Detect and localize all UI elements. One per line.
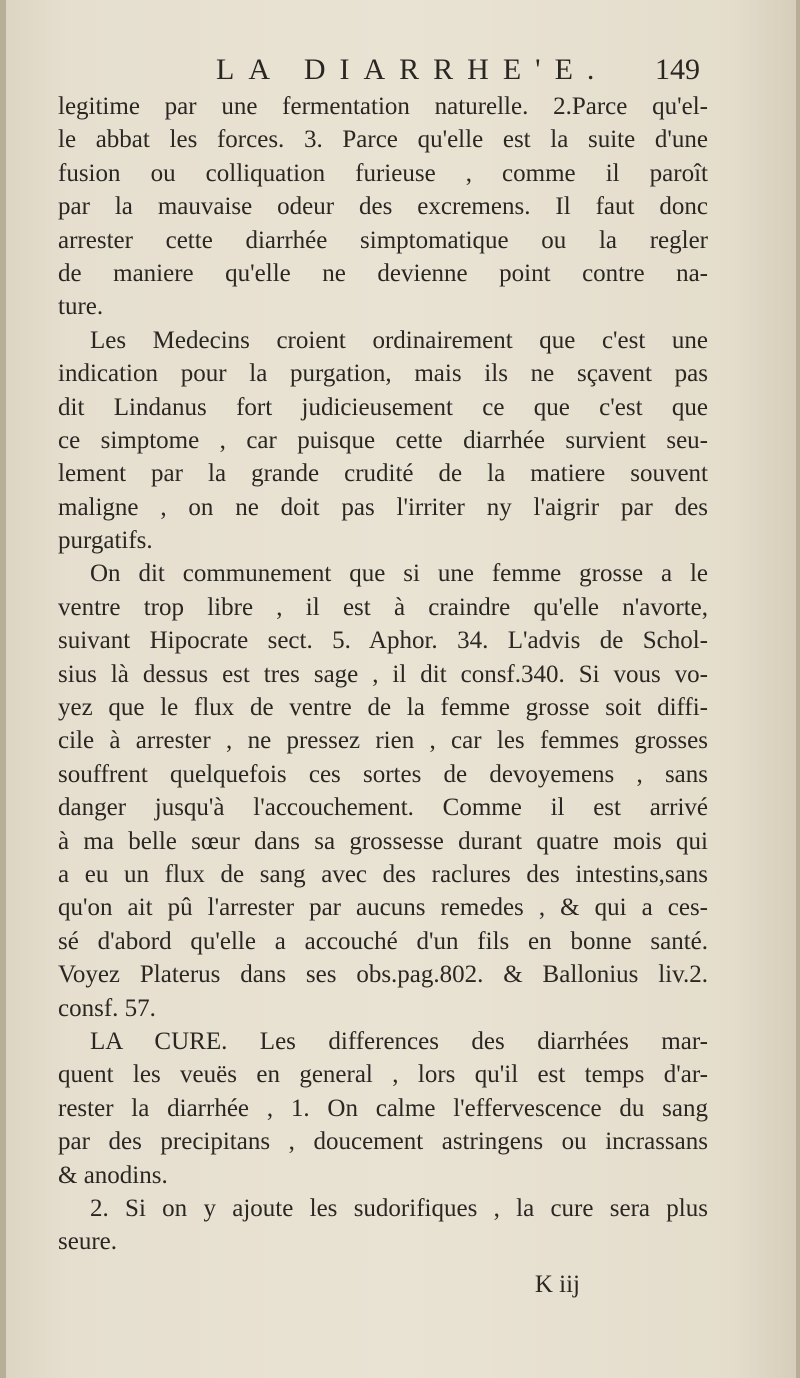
text-line: seure. <box>58 1228 117 1256</box>
text-line: sius là dessus est tres sage , il dit consf.340. Si vous vo- <box>58 660 708 688</box>
text-line: Les Medecins croient ordinairement que c'est une <box>90 326 708 354</box>
text-line: ture. <box>58 293 104 321</box>
text-line: yez que le flux de ventre de la femme grosse soit diffi- <box>58 694 708 722</box>
text-line: Voyez Platerus dans ses obs.pag.802. & Ballonius liv.2. <box>58 961 708 989</box>
text-line: danger jusqu'à l'accouchement. Comme il est arrivé <box>58 794 708 822</box>
text-line: 2. Si on y ajoute les sudorifiques , la cure sera plus <box>90 1194 708 1222</box>
text-line: sé d'abord qu'elle a accouché d'un fils en bonne santé. <box>58 927 708 955</box>
text-line: dit Lindanus fort judicieusement ce que c'est que <box>58 393 708 421</box>
text-line: a eu un flux de sang avec des raclures des intestins,sans <box>58 860 708 888</box>
text-line: ventre trop libre , il est à craindre qu'elle n'avorte, <box>58 593 708 621</box>
text-line: à ma belle sœur dans sa grossesse durant quatre mois qui <box>58 827 708 855</box>
text-line: par la mauvaise odeur des excremens. Il faut donc <box>58 193 708 221</box>
text-line: cile à arrester , ne pressez rien , car les femmes grosses <box>58 727 708 755</box>
page-text <box>58 50 708 1305</box>
book-page <box>6 0 796 1378</box>
signature-mark: K iij <box>534 1270 580 1298</box>
text-line: On dit communement que si une femme grosse a le <box>90 560 708 588</box>
text-line: fusion ou colliquation furieuse , comme il paroît <box>58 159 708 187</box>
text-line: ce simptome , car puisque cette diarrhée survient seu- <box>58 426 708 454</box>
text-line: suivant Hipocrate sect. 5. Aphor. 34. L'advis de Schol- <box>58 627 708 655</box>
text-line: le abbat les forces. 3. Parce qu'elle est la suite d'une <box>58 126 708 154</box>
text-line: par des precipitans , doucement astringens ou incrassans <box>58 1128 708 1156</box>
text-line: legitime par une fermentation naturelle. 2.Parce qu'el- <box>58 93 708 120</box>
text-line: qu'on ait pû l'arrester par aucuns remedes , & qui a ces- <box>58 894 708 922</box>
text-line: rester la diarrhée , 1. On calme l'effervescence du sang <box>58 1094 708 1122</box>
text-line: LA CURE. Les differences des diarrhées mar- <box>90 1027 708 1055</box>
running-head <box>58 50 708 90</box>
running-head-title: LA DIARRHE'E. <box>216 53 609 86</box>
text-line: consf. 57. <box>58 994 156 1022</box>
text-line: purgatifs. <box>58 527 153 555</box>
text-line: maligne , on ne doit pas l'irriter ny l'aigrir par des <box>58 493 708 521</box>
page-number: 149 <box>655 53 700 86</box>
text-line: souffrent quelquefois ces sortes de devoyemens , sans <box>58 760 708 788</box>
text-line: & anodins. <box>58 1161 168 1189</box>
text-line: lement par la grande crudité de la matiere souvent <box>58 460 708 488</box>
text-line: arrester cette diarrhée simptomatique ou la regler <box>58 226 708 254</box>
text-line: quent les veuës en general , lors qu'il est temps d'ar- <box>58 1061 708 1089</box>
text-line: de maniere qu'elle ne devienne point contre na- <box>58 259 708 287</box>
text-line: indication pour la purgation, mais ils ne sçavent pas <box>58 360 708 388</box>
